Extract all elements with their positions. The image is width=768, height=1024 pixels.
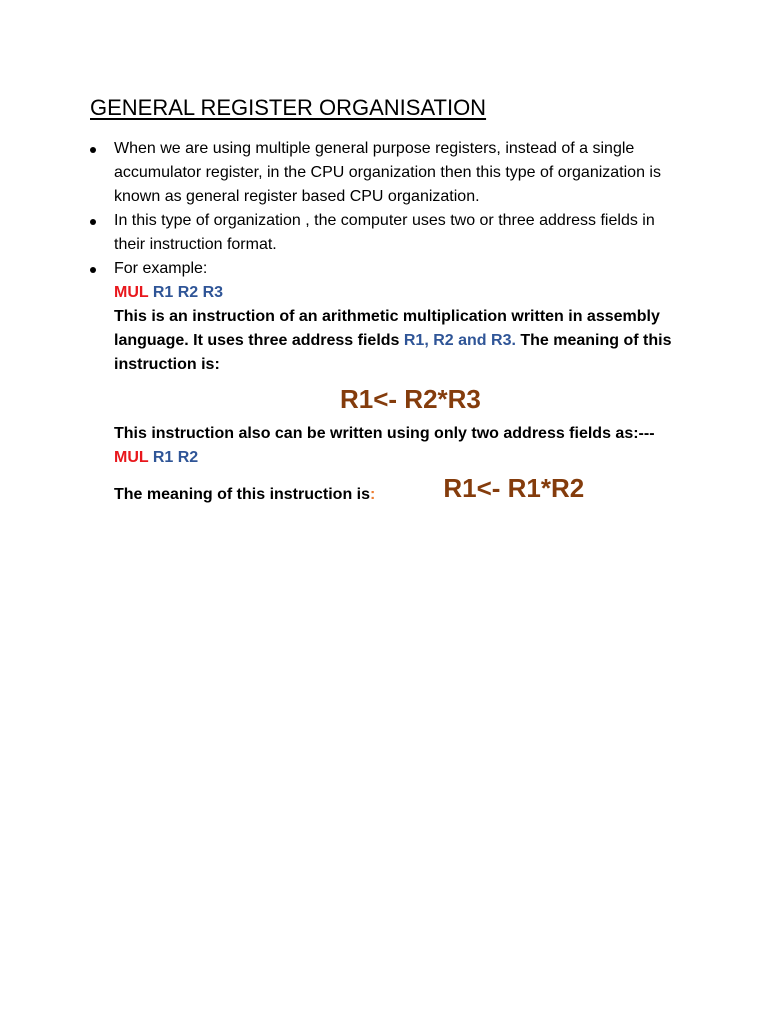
example-1-description	[114, 305, 690, 377]
example-1-desc-line-2-before: language. It uses three address fields	[114, 332, 404, 349]
example-1-formula: R1<- R2*R3	[340, 384, 481, 414]
example-1-desc-line-3: instruction is:	[114, 356, 220, 373]
bullet-1-line-2: accumulator register, in the CPU organization then this type of organization is	[114, 164, 661, 181]
document-body	[90, 137, 690, 507]
bullet-dot-icon	[90, 147, 96, 153]
bullet-item-2	[90, 209, 690, 257]
bullet-item-1	[90, 137, 690, 209]
example-1-desc-line-1: This is an instruction of an arithmetic multiplication written in assembly	[114, 308, 660, 325]
bullet-dot-icon	[90, 219, 96, 225]
example-1-desc-fields: R1, R2 and R3.	[403, 332, 516, 349]
example-1-desc-line-2-after: The meaning of this	[515, 332, 672, 349]
bullet-item-3	[90, 257, 690, 281]
example-2-meaning-colon: :	[370, 486, 376, 503]
example-2-meaning	[114, 473, 690, 507]
example-2-operands: R1 R2	[152, 449, 199, 466]
bullet-2-line-2: their instruction format.	[114, 236, 277, 253]
bullet-3-line-1: For example:	[114, 260, 208, 277]
example-2-opcode: MUL	[114, 449, 149, 466]
example-2-instruction	[114, 446, 690, 470]
bullet-1-line-3: known as general register based CPU organization.	[114, 188, 480, 205]
example-1-desc-line-2	[114, 329, 690, 353]
example-1-instruction	[114, 281, 690, 305]
page-title: GENERAL REGISTER ORGANISATION	[90, 95, 487, 120]
example-1-operands: R1 R2 R3	[152, 284, 224, 301]
bullet-2-line-1: In this type of organization , the computer uses two or three address fields in	[114, 212, 655, 229]
example-2-formula: R1<- R1*R2	[443, 473, 585, 503]
example-1-opcode: MUL	[114, 284, 149, 301]
example-2-meaning-label: The meaning of this instruction is	[114, 486, 371, 503]
bullet-dot-icon	[90, 267, 96, 273]
bullet-1-line-1: When we are using multiple general purpose registers, instead of a single	[114, 140, 635, 157]
example-2-intro: This instruction also can be written using only two address fields as:---	[114, 425, 655, 442]
